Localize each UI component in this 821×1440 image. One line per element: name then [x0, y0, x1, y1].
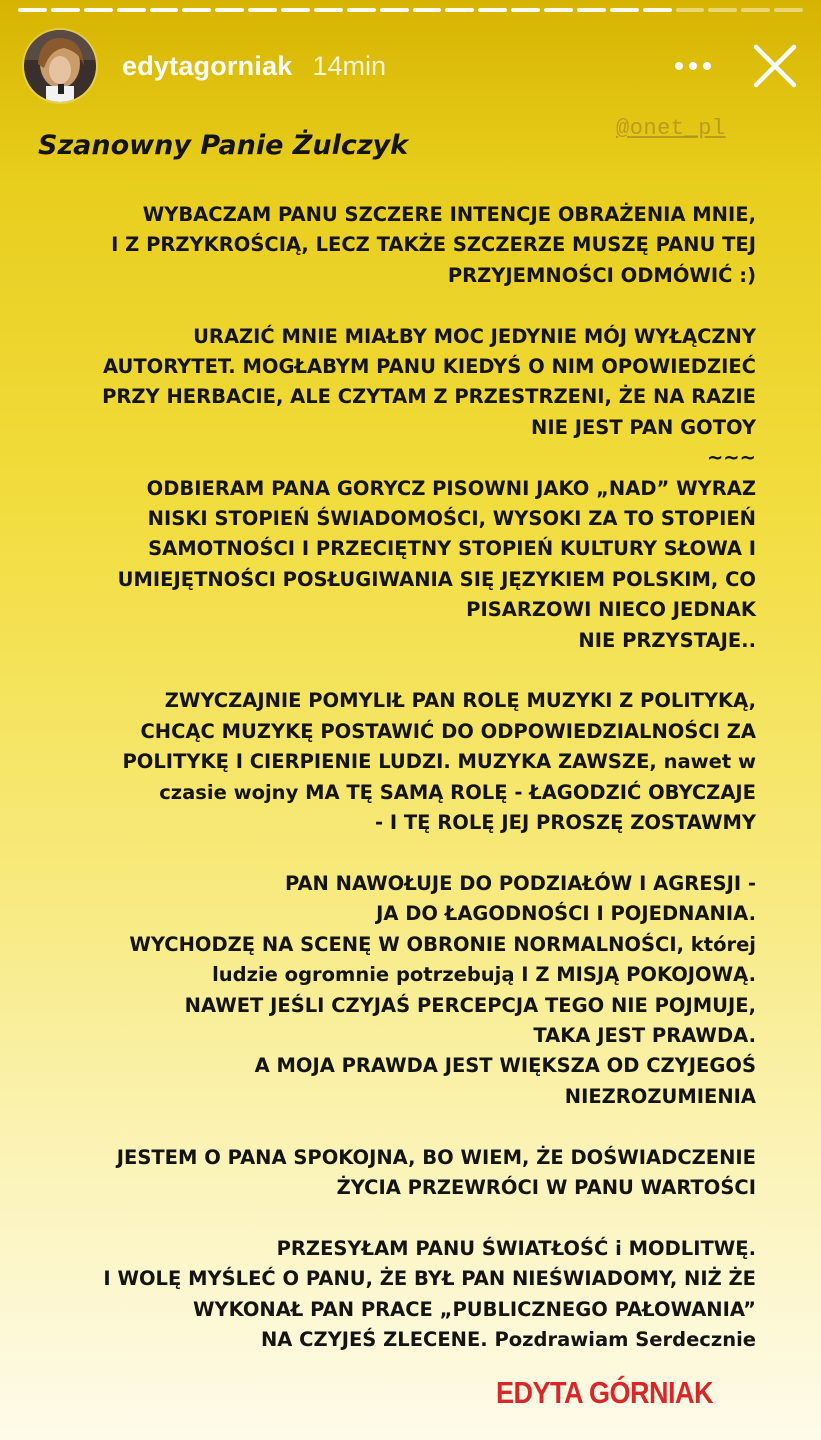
letter-paragraph — [36, 1234, 756, 1356]
letter-line: NISKI STOPIEŃ ŚWIADOMOŚCI, WYSOKI ZA TO STOPIEŃ — [147, 507, 756, 531]
letter-line: JESTEM O PANA SPOKOJNA, BO WIEM, ŻE DOŚWIADCZENIE — [116, 1145, 756, 1169]
progress-segment — [445, 8, 474, 12]
letter-line: PAN NAWOŁUJE DO PODZIAŁÓW I AGRESJI - — [284, 871, 756, 895]
progress-segment — [610, 8, 639, 12]
letter-paragraph — [36, 686, 756, 838]
letter-line: NIE PRZYSTAJE.. — [578, 628, 756, 652]
progress-segment — [84, 8, 113, 12]
progress-segment — [511, 8, 540, 12]
letter-line: ZWYCZAJNIE POMYLIŁ PAN ROLĘ MUZYKI Z POLITYKĄ, — [164, 689, 756, 713]
avatar[interactable] — [24, 30, 96, 102]
letter-line: ŻYCIA PRZEWRÓCI W PANU WARTOŚCI — [336, 1175, 756, 1199]
progress-segment — [741, 8, 770, 12]
letter-paragraph — [36, 200, 756, 291]
letter-line: PRZYJEMNOŚCI ODMÓWIĆ :) — [447, 263, 756, 287]
paragraph-gap — [36, 1112, 756, 1142]
letter-line: NA CZYJEŚ ZLECENE. Pozdrawiam Serdecznie — [260, 1327, 756, 1351]
letter-line: WYKONAŁ PAN PRACE „PUBLICZNEGO PAŁOWANIA” — [192, 1297, 756, 1321]
more-horizontal-icon[interactable] — [663, 36, 723, 96]
progress-segment — [577, 8, 606, 12]
progress-segment — [413, 8, 442, 12]
letter-line: WYBACZAM PANU SZCZERE INTENCJE OBRAŻENIA MNIE, — [142, 203, 756, 226]
letter-line: NIEZROZUMIENIA — [564, 1084, 756, 1108]
letter-line: PISARZOWI NIECO JEDNAK — [466, 598, 756, 622]
watermark-mention: @onet_pl — [616, 116, 726, 141]
letter-line: POLITYKĘ I CIERPIENIE LUDZI. MUZYKA ZAWSZE, nawet w — [122, 750, 756, 774]
letter-line: I WOLĘ MYŚLEĆ O PANU, ŻE BYŁ PAN NIEŚWIADOMY, NIŻ ŻE — [103, 1267, 756, 1291]
letter-paragraph — [36, 1143, 756, 1204]
paragraph-gap — [36, 839, 756, 869]
paragraph-gap — [36, 1203, 756, 1233]
letter-line: czasie wojny MA TĘ SAMĄ ROLĘ - ŁAGODZIĆ OBYCZAJE — [159, 780, 756, 804]
close-icon[interactable] — [749, 40, 801, 92]
progress-segment — [117, 8, 146, 12]
story-progress-bar — [18, 8, 803, 12]
progress-segment — [18, 8, 47, 12]
letter-line: - I TĘ ROLĘ JEJ PROSZĘ ZOSTAWMY — [374, 811, 756, 835]
progress-segment — [708, 8, 737, 12]
letter-line: UMIEJĘTNOŚCI POSŁUGIWANIA SIĘ JĘZYKIEM POLSKIM, CO — [117, 567, 756, 591]
progress-segment — [676, 8, 705, 12]
letter-line: JA DO ŁAGODNOŚCI I POJEDNANIA. — [376, 902, 756, 926]
letter-line: PRZY HERBACIE, ALE CZYTAM Z PRZESTRZENI, ŻE NA RAZIE — [102, 385, 756, 409]
progress-segment — [643, 8, 672, 12]
letter-line: ludzie ogromnie potrzebują I Z MISJĄ POKOJOWĄ. — [212, 963, 756, 987]
letter-line: URAZIĆ MNIE MIAŁBY MOC JEDYNIE MÓJ WYŁĄCZNY — [193, 324, 756, 348]
story-header — [24, 30, 801, 102]
username[interactable]: edytagorniak — [122, 50, 293, 81]
letter-line: ~~~ — [706, 446, 756, 470]
paragraph-gap — [36, 291, 756, 321]
letter-line: PRZESYŁAM PANU ŚWIATŁOŚĆ i MODLITWĘ. — [276, 1236, 756, 1260]
letter-line: I Z PRZYKROŚCIĄ, LECZ TAKŻE SZCZERZE MUSZĘ PANU TEJ — [111, 233, 756, 257]
progress-segment — [544, 8, 573, 12]
letter-line: CHCĄC MUZYKĘ POSTAWIĆ DO ODPOWIEDZIALNOŚCI ZA — [140, 719, 756, 743]
progress-segment — [150, 8, 179, 12]
progress-segment — [478, 8, 507, 12]
letter-body — [36, 200, 756, 1355]
progress-segment — [774, 8, 803, 12]
letter-line: TAKA JEST PRAWDA. — [533, 1023, 756, 1047]
letter-line: SAMOTNOŚCI I PRZECIĘTNY STOPIEŃ KULTURY SŁOWA I — [148, 537, 756, 561]
letter-line: WYCHODZĘ NA SCENĘ W OBRONIE NORMALNOŚCI, której — [129, 932, 756, 956]
time-ago: 14min — [312, 50, 386, 81]
progress-segment — [314, 8, 343, 12]
progress-segment — [347, 8, 376, 12]
letter-line: ODBIERAM PANA GORYCZ PISOWNI JAKO „NAD” WYRAZ — [146, 476, 756, 500]
progress-segment — [182, 8, 211, 12]
progress-segment — [215, 8, 244, 12]
paragraph-gap — [36, 656, 756, 686]
letter-line: NAWET JEŚLI CZYJAŚ PERCEPCJA TEGO NIE POJMUJE, — [184, 993, 756, 1017]
signature: EDYTA GÓRNIAK — [495, 1376, 713, 1410]
progress-segment — [248, 8, 277, 12]
letter-line: NIE JEST PAN GOTOY — [531, 415, 756, 439]
progress-segment — [380, 8, 409, 12]
letter-paragraph — [36, 322, 756, 656]
letter-paragraph — [36, 869, 756, 1112]
letter-line: A MOJA PRAWDA JEST WIĘKSZA OD CZYJEGOŚ — [254, 1054, 756, 1078]
letter-line: AUTORYTET. MOGŁABYM PANU KIEDYŚ O NIM OPOWIEDZIEĆ — [103, 355, 756, 379]
progress-segment — [281, 8, 310, 12]
progress-segment — [51, 8, 80, 12]
letter-title: Szanowny Panie Żulczyk — [38, 130, 409, 161]
